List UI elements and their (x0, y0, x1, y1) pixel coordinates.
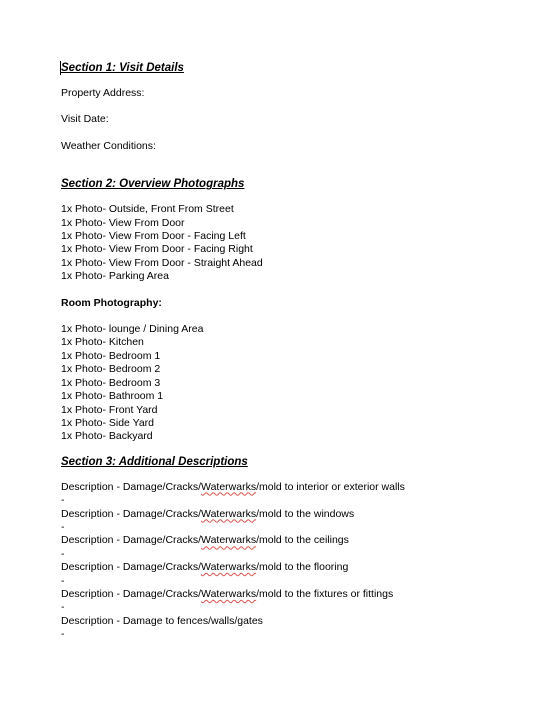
list-item: 1x Photo- View From Door (61, 216, 185, 229)
list-item: 1x Photo- View From Door - Facing Right (61, 243, 253, 256)
misspelled-word[interactable]: Waterwarks (201, 534, 257, 547)
description-suffix: /mold to the windows (256, 507, 355, 520)
list-item: 1x Photo- View From Door - Straight Ahead (61, 256, 263, 269)
description-dash: - (61, 574, 65, 587)
section-2-heading: Section 2: Overview Photographs (61, 178, 245, 191)
list-item: 1x Photo- Bedroom 2 (61, 363, 161, 376)
description-line (61, 508, 531, 521)
room-photo-list (61, 323, 531, 444)
description-line (61, 588, 531, 601)
misspelled-word[interactable]: Waterwarks (201, 480, 257, 493)
section-1-heading-text: Section 1: Visit Details (61, 62, 184, 74)
list-item: 1x Photo- Bedroom 3 (61, 376, 161, 389)
description-suffix: /mold to the ceilings (256, 534, 349, 547)
misspelled-word[interactable]: Waterwarks (201, 507, 257, 520)
description-prefix: Description - Damage/Cracks/ (61, 534, 202, 547)
document-body[interactable] (61, 60, 531, 642)
description-prefix: Description - Damage/Cracks/ (61, 587, 202, 600)
description-dash: - (61, 601, 65, 614)
section-1-heading (61, 60, 531, 76)
misspelled-word[interactable]: Waterwarks (201, 587, 257, 600)
text-cursor (60, 61, 61, 75)
description-line (61, 534, 531, 547)
list-item: 1x Photo- lounge / Dining Area (61, 323, 204, 336)
description-dash: - (61, 628, 65, 641)
property-address-label: Property Address: (61, 87, 145, 99)
description-dash: - (61, 520, 65, 533)
visit-date-label: Visit Date: (61, 113, 109, 126)
list-item: 1x Photo- Parking Area (61, 270, 169, 283)
list-item: 1x Photo- Kitchen (61, 336, 144, 349)
description-suffix: /mold to the flooring (256, 561, 349, 574)
description-line (61, 481, 531, 494)
description-prefix: Description - Damage/Cracks/ (61, 480, 202, 493)
description-prefix: Description - Damage/Cracks/ (61, 507, 202, 520)
list-item: 1x Photo- Side Yard (61, 416, 155, 429)
list-item: 1x Photo- Bedroom 1 (61, 349, 161, 362)
description-prefix: Description - Damage to fences/walls/gates (61, 614, 263, 627)
section-3-heading: Section 3: Additional Descriptions (61, 455, 248, 468)
misspelled-word[interactable]: Waterwarks (201, 561, 257, 574)
list-item: 1x Photo- Bathroom 1 (61, 390, 164, 403)
list-item: 1x Photo- Outside, Front From Street (61, 203, 234, 216)
description-list (61, 481, 531, 642)
weather-conditions-label: Weather Conditions: (61, 139, 156, 152)
list-item: 1x Photo- Backyard (61, 430, 153, 443)
list-item: 1x Photo- Front Yard (61, 403, 158, 416)
description-prefix: Description - Damage/Cracks/ (61, 561, 202, 574)
description-suffix: /mold to the fixtures or fittings (256, 587, 394, 600)
overview-photo-list (61, 203, 531, 283)
room-photography-heading: Room Photography: (61, 296, 162, 309)
list-item: 1x Photo- View From Door - Facing Left (61, 230, 246, 243)
description-dash: - (61, 547, 65, 560)
description-line (61, 561, 531, 574)
description-line (61, 615, 531, 628)
description-dash: - (61, 494, 65, 507)
description-suffix: /mold to interior or exterior walls (256, 480, 405, 493)
